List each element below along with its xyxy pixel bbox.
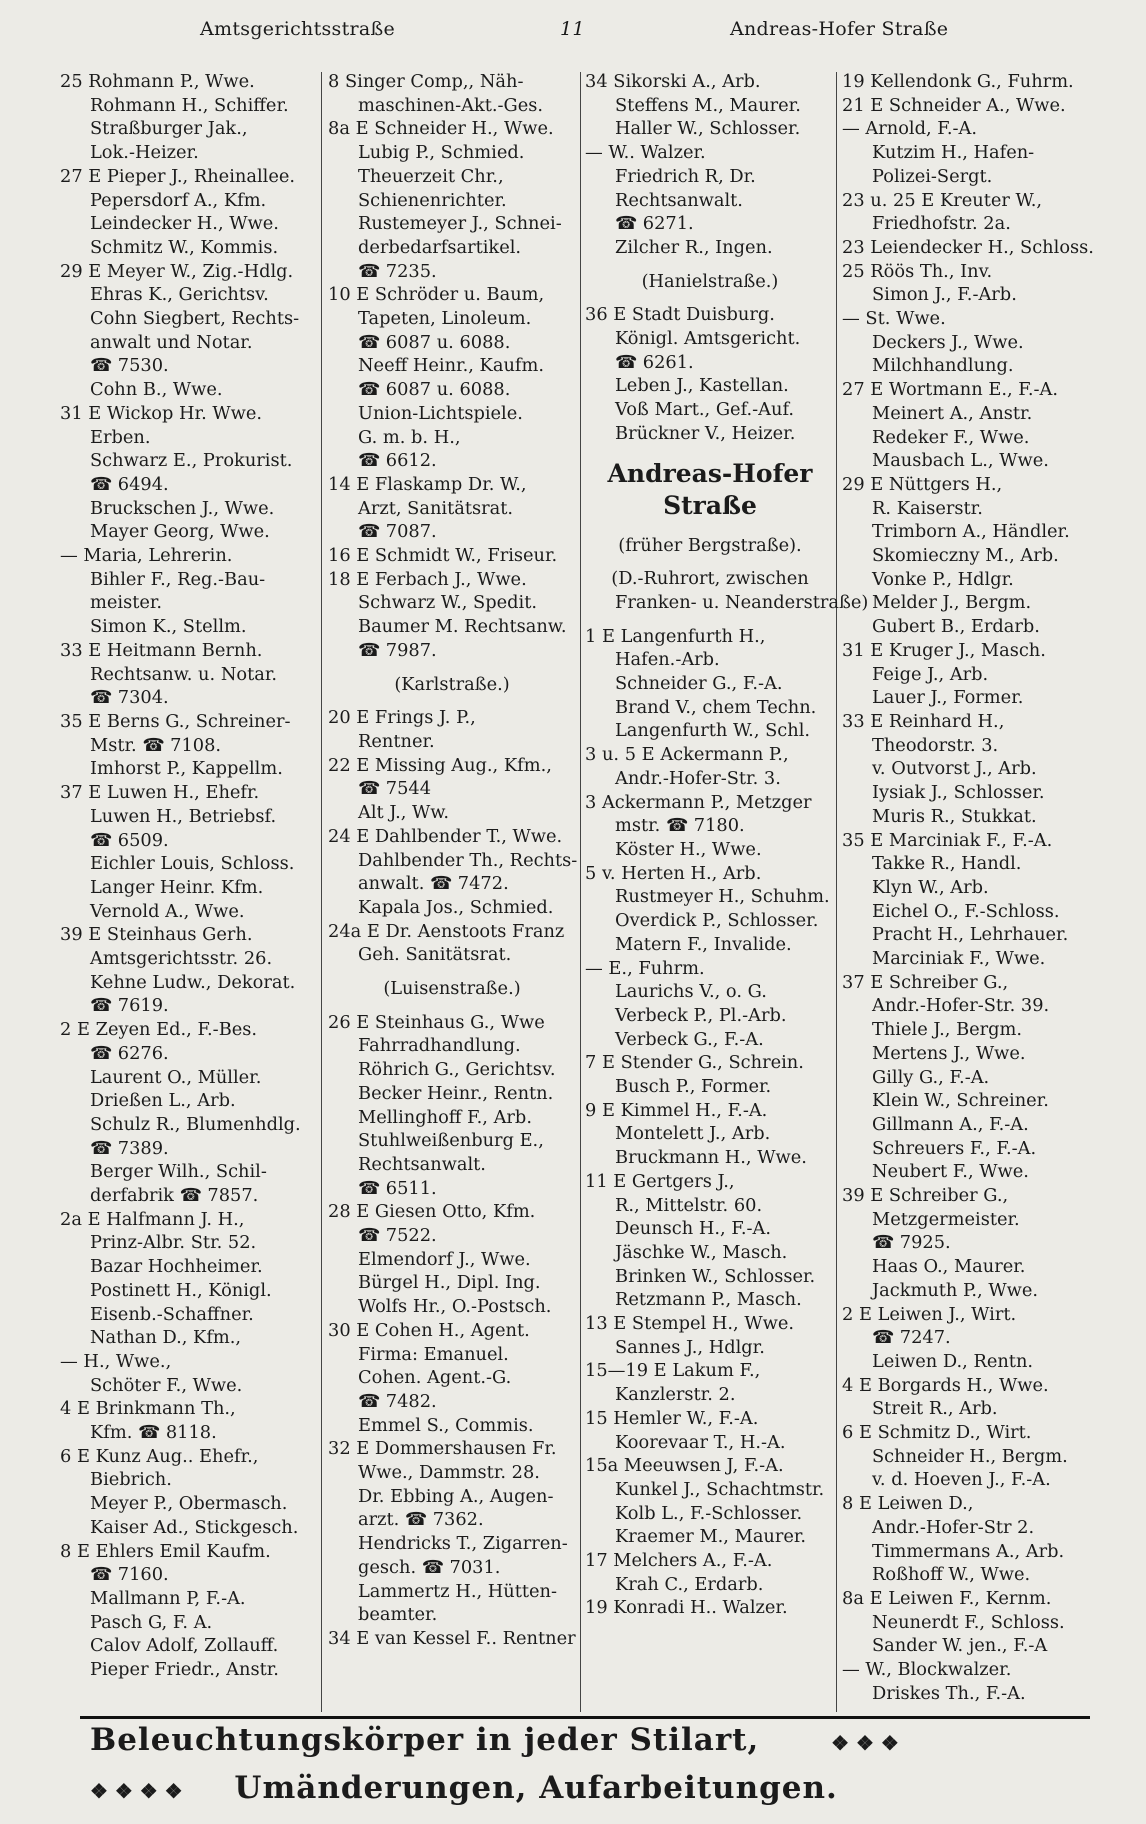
directory-entry-line: Erben. xyxy=(90,426,151,448)
directory-entry-line: Königl. Amtsgericht. xyxy=(615,328,801,350)
directory-entry-line: ☎ 6261. xyxy=(615,351,694,373)
directory-entry-line: Haas O., Maurer. xyxy=(872,1256,1026,1278)
directory-entry-line: 15 Hemler W., F.-A. xyxy=(585,1407,759,1429)
directory-entry-line xyxy=(328,967,576,977)
directory-entry-line: Rentner. xyxy=(358,730,435,752)
directory-columns xyxy=(60,70,1100,1715)
directory-entry-line: Dahlbender Th., Rechts- xyxy=(358,849,578,871)
directory-entry-line: Busch P., Former. xyxy=(615,1076,772,1098)
directory-entry-line: Leben J., Kastellan. xyxy=(615,375,789,397)
directory-entry-line: 27 E Wortmann E., F.-A. xyxy=(842,379,1059,401)
directory-entry-line: 36 E Stadt Duisburg. xyxy=(585,304,775,326)
directory-entry-line: Luwen H., Betriebsf. xyxy=(90,805,277,827)
directory-entry-line: Laurent O., Müller. xyxy=(90,1066,262,1088)
directory-entry-line: 3 u. 5 E Ackermann P., xyxy=(585,744,789,766)
directory-entry-line: mstr. ☎ 7180. xyxy=(615,815,745,837)
directory-entry-line: Nathan D., Kfm., xyxy=(90,1327,242,1349)
directory-entry-line xyxy=(328,663,576,673)
directory-entry-line: — H., Wwe., xyxy=(60,1350,172,1372)
directory-entry-line: 30 E Cohen H., Agent. xyxy=(328,1319,530,1341)
directory-entry-line: Schreuers F., F.-A. xyxy=(872,1137,1037,1159)
directory-entry-line: Bruckmann H., Wwe. xyxy=(615,1147,807,1169)
directory-entry-line: ☎ 7247. xyxy=(872,1327,951,1349)
directory-entry-line: Calov Adolf, Zollauff. xyxy=(90,1635,279,1657)
directory-entry-line: 4 E Brinkmann Th., xyxy=(60,1398,236,1420)
directory-entry-line: 6 E Schmitz D., Wirt. xyxy=(842,1422,1032,1444)
directory-entry-line: Wolfs Hr., O.-Postsch. xyxy=(358,1296,552,1318)
directory-entry-line: Rustemeyer J., Schnei- xyxy=(358,213,562,235)
directory-entry-line: Röhrich G., Gerichtsv. xyxy=(358,1059,556,1081)
directory-entry-line: 22 E Missing Aug., Kfm., xyxy=(328,754,552,776)
directory-entry-line: (D.-Ruhrort, zwischen xyxy=(611,568,809,590)
directory-entry-line: 8a E Leiwen F., Kernm. xyxy=(842,1588,1052,1609)
directory-entry-line: Andreas-Hofer xyxy=(607,458,813,488)
directory-entry-line: Zilcher R., Ingen. xyxy=(615,236,773,258)
directory-entry-line: Mayer Georg, Wwe. xyxy=(90,521,270,543)
directory-entry-line: Driskes Th., F.-A. xyxy=(872,1682,1026,1704)
directory-entry-line: ☎ 7482. xyxy=(358,1390,437,1412)
directory-entry-line: Brinken W., Schlosser. xyxy=(615,1265,816,1287)
directory-entry-line: G. m. b. H., xyxy=(358,426,461,448)
directory-entry-line: Simon J., F.-Arb. xyxy=(872,284,1017,306)
directory-entry-line: 2 E Leiwen J., Wirt. xyxy=(842,1303,1017,1325)
directory-entry-line: 31 E Kruger J., Masch. xyxy=(842,639,1046,661)
directory-entry-line: 8 Singer Comp,, Näh- xyxy=(328,71,524,92)
directory-entry-line: Haller W., Schlosser. xyxy=(615,118,801,140)
directory-entry-line: — Maria, Lehrerin. xyxy=(60,545,233,567)
directory-entry-line: Andr.-Hofer-Str. 3. xyxy=(615,767,781,789)
directory-entry-line: Hafen.-Arb. xyxy=(615,649,720,671)
directory-entry-line: Stuhlweißenburg E., xyxy=(358,1130,544,1152)
directory-entry-line: 8 E Ehlers Emil Kaufm. xyxy=(60,1540,271,1562)
directory-entry-line: (Hanielstraße.) xyxy=(641,270,779,292)
directory-entry-line: 2a E Halfmann J. H., xyxy=(60,1208,245,1230)
directory-entry-line: Kolb L., F.-Schlosser. xyxy=(615,1502,803,1524)
directory-entry-line: Rustmeyer H., Schuhm. xyxy=(615,886,830,908)
directory-entry-line: Franken- u. Neanderstraße) xyxy=(615,591,869,613)
directory-entry-line: Kraemer M., Maurer. xyxy=(615,1526,807,1548)
advert-line-1 xyxy=(90,1722,899,1758)
header-left-street: Amtsgerichtsstraße xyxy=(200,18,396,40)
directory-entry-line: Roßhoff W., Wwe. xyxy=(872,1564,1031,1586)
directory-entry-line: meister. xyxy=(90,592,163,614)
directory-entry-line: Meinert A., Anstr. xyxy=(872,402,1033,424)
directory-entry-line: Matern F., Invalide. xyxy=(615,933,792,955)
directory-entry-line: Straßburger Jak., xyxy=(90,118,248,140)
directory-entry-line: Fahrradhandlung. xyxy=(358,1035,521,1057)
directory-entry-line: Milchhandlung. xyxy=(872,355,1014,377)
directory-entry-line: — W.. Walzer. xyxy=(585,142,706,164)
directory-entry-line: ☎ 6511. xyxy=(358,1177,437,1199)
directory-entry-line: (Karlstraße.) xyxy=(394,673,510,695)
page-number: 11 xyxy=(560,18,585,40)
directory-entry-line: Iysiak J., Schlosser. xyxy=(872,782,1045,804)
directory-entry-line: Alt J., Ww. xyxy=(358,802,450,824)
directory-entry-line: R. Kaiserstr. xyxy=(872,497,983,519)
directory-entry-line: Voß Mart., Gef.-Auf. xyxy=(615,399,795,421)
directory-entry-line: Retzmann P., Masch. xyxy=(615,1289,802,1311)
directory-entry-line: Mellinghoff F., Arb. xyxy=(358,1106,532,1128)
advert-line-2 xyxy=(90,1770,838,1806)
directory-entry-line: 20 E Frings J. P., xyxy=(328,707,476,729)
directory-entry-line: 35 E Berns G., Schreiner- xyxy=(60,710,291,732)
directory-entry-line: Jäschke W., Masch. xyxy=(615,1241,788,1263)
directory-entry-line: 23 u. 25 E Kreuter W., xyxy=(842,189,1042,211)
directory-entry-line: R., Mittelstr. 60. xyxy=(615,1194,763,1216)
directory-entry-line: 25 Röös Th., Inv. xyxy=(842,260,993,282)
directory-entry-line: Dr. Ebbing A., Augen- xyxy=(358,1485,554,1507)
directory-entry-line: Lok.-Heizer. xyxy=(90,142,199,164)
directory-entry-line: Lauer J., Former. xyxy=(872,687,1024,709)
directory-entry-line: Wwe., Dammstr. 28. xyxy=(358,1462,540,1484)
directory-entry-line: Theuerzeit Chr., xyxy=(358,165,504,187)
directory-entry-line: Pepersdorf A., Kfm. xyxy=(90,189,267,211)
ornament-icon: ❖ ❖ ❖ ❖ xyxy=(90,1779,183,1803)
directory-entry-line: 34 E van Kessel F.. Rentner xyxy=(328,1628,576,1649)
directory-entry-line xyxy=(585,524,835,534)
directory-entry-line: Ehras K., Gerichtsv. xyxy=(90,284,269,306)
directory-entry-line: 27 E Pieper J., Rheinallee. xyxy=(60,165,296,187)
directory-entry-line: 5 v. Herten H., Arb. xyxy=(585,862,762,884)
directory-entry-line: Muris R., Stukkat. xyxy=(872,805,1037,827)
directory-entry-line: 25 Rohmann P., Wwe. xyxy=(60,71,255,92)
header-right-street: Andreas-Hofer Straße xyxy=(730,18,949,40)
directory-entry-line: maschinen-Akt.-Ges. xyxy=(358,94,544,116)
directory-entry-line: Cohen. Agent.-G. xyxy=(358,1367,512,1389)
directory-entry-line: Bruckschen J., Wwe. xyxy=(90,497,275,519)
directory-entry-line xyxy=(328,696,576,706)
directory-entry-line: Deckers J., Wwe. xyxy=(872,331,1024,353)
directory-entry-line: ☎ 6494. xyxy=(90,473,169,495)
column-1 xyxy=(60,70,315,1715)
directory-entry-line: Leiwen D., Rentn. xyxy=(872,1350,1034,1372)
directory-entry-line: 8 E Leiwen D., xyxy=(842,1493,974,1515)
directory-entry-line: Mausbach L., Wwe. xyxy=(872,450,1049,472)
directory-entry-line: 11 E Gertgers J., xyxy=(585,1170,735,1192)
directory-entry-line: Steffens M., Maurer. xyxy=(615,94,801,116)
directory-entry-line: ☎ 6612. xyxy=(358,450,437,472)
directory-entry-line: Friedhofstr. 2a. xyxy=(872,213,1011,235)
directory-entry-line: 1 E Langenfurth H., xyxy=(585,625,766,647)
directory-entry-line: Andr.-Hofer-Str 2. xyxy=(872,1516,1035,1538)
directory-entry-line: Takke R., Handl. xyxy=(872,853,1022,875)
directory-entry-line: Drießen L., Arb. xyxy=(90,1090,236,1112)
directory-entry-line: — St. Wwe. xyxy=(842,308,946,330)
directory-entry-line: Verbeck P., Pl.-Arb. xyxy=(615,1004,787,1026)
directory-entry-line: Köster H., Wwe. xyxy=(615,838,762,860)
directory-entry-line: Baumer M. Rechtsanw. xyxy=(358,616,567,638)
directory-entry-line xyxy=(585,293,835,303)
directory-entry-line: Kapala Jos., Schmied. xyxy=(358,896,554,918)
directory-entry-line: ☎ 6271. xyxy=(615,213,694,235)
directory-entry-line: 28 E Giesen Otto, Kfm. xyxy=(328,1201,536,1223)
directory-entry-line: Rohmann H., Schiffer. xyxy=(90,94,289,116)
directory-entry-line: Gillmann A., F.-A. xyxy=(872,1113,1029,1135)
directory-entry-line: Schneider H., Bergm. xyxy=(872,1445,1068,1467)
directory-entry-line: Andr.-Hofer-Str. 39. xyxy=(872,995,1050,1017)
directory-entry-line: ☎ 6509. xyxy=(90,829,169,851)
directory-entry-line: ☎ 7304. xyxy=(90,687,169,709)
directory-entry-line: Jackmuth P., Wwe. xyxy=(872,1279,1039,1301)
directory-entry-line: Schwarz W., Spedit. xyxy=(358,592,538,614)
directory-entry-line: Bazar Hochheimer. xyxy=(90,1256,263,1278)
directory-entry-line: 33 E Reinhard H., xyxy=(842,710,1005,732)
directory-entry-line: Eisenb.-Schaffner. xyxy=(90,1303,254,1325)
directory-entry-line: Klein W., Schreiner. xyxy=(872,1090,1049,1112)
directory-entry-line: Montelett J., Arb. xyxy=(615,1123,771,1145)
directory-entry-line: Deunsch H., F.-A. xyxy=(615,1218,772,1240)
directory-entry-line: Redeker F., Wwe. xyxy=(872,426,1030,448)
directory-entry-line: ☎ 6087 u. 6088. xyxy=(358,379,511,401)
directory-entry-line: Emmel S., Commis. xyxy=(358,1414,534,1436)
directory-entry-line: Mstr. ☎ 7108. xyxy=(90,734,222,756)
directory-entry-line: Rechtsanw. u. Notar. xyxy=(90,663,278,685)
directory-entry-line: derbedarfsartikel. xyxy=(358,236,522,258)
directory-entry-line: 17 Melchers A., F.-A. xyxy=(585,1550,773,1572)
directory-entry-line: anwalt und Notar. xyxy=(90,331,253,353)
directory-entry-line: Neubert F., Wwe. xyxy=(872,1161,1029,1183)
directory-entry-line: ☎ 7522. xyxy=(358,1225,437,1247)
directory-entry-line: Cohn Siegbert, Rechts- xyxy=(90,308,300,330)
directory-entry-line: 15a Meeuwsen J, F.-A. xyxy=(585,1455,784,1477)
directory-entry-line: Union-Lichtspiele. xyxy=(358,402,523,424)
directory-entry-line: Kfm. ☎ 8118. xyxy=(90,1422,217,1444)
directory-entry-line xyxy=(585,446,835,456)
directory-entry-line: 26 E Steinhaus G., Wwe xyxy=(328,1011,545,1033)
directory-entry-line: Schwarz E., Prokurist. xyxy=(90,450,293,472)
directory-entry-line: Schulz R., Blumenhdlg. xyxy=(90,1113,301,1135)
directory-entry-line: 2 E Zeyen Ed., F.-Bes. xyxy=(60,1019,258,1041)
directory-entry-line: Neunerdt F., Schloss. xyxy=(872,1611,1065,1633)
directory-entry-line: Pieper Friedr., Anstr. xyxy=(90,1659,279,1681)
directory-entry-line: Schneider G., F.-A. xyxy=(615,673,783,695)
directory-entry-line: Timmermans A., Arb. xyxy=(872,1540,1065,1562)
directory-entry-line: — Arnold, F.-A. xyxy=(842,118,978,140)
directory-entry-line: 37 E Luwen H., Ehefr. xyxy=(60,782,260,804)
directory-entry-line: Arzt, Sanitätsrat. xyxy=(358,497,513,519)
directory-entry-line: Theodorstr. 3. xyxy=(872,734,999,756)
directory-entry-line: Prinz-Albr. Str. 52. xyxy=(90,1232,257,1254)
directory-entry-line: 23 Leiendecker H., Schloss. xyxy=(842,236,1094,258)
directory-entry-line: (Luisenstraße.) xyxy=(383,978,521,1000)
directory-entry-line: 13 E Stempel H., Wwe. xyxy=(585,1313,794,1335)
directory-entry-line: Mertens J., Wwe. xyxy=(872,1042,1026,1064)
directory-entry-line: 19 Kellendonk G., Fuhrm. xyxy=(842,71,1074,92)
directory-entry-line: Vernold A., Wwe. xyxy=(90,900,245,922)
directory-entry-line: 29 E Nüttgers H., xyxy=(842,473,1003,495)
directory-entry-line: Straße xyxy=(663,490,757,520)
footer-rule xyxy=(80,1716,1090,1719)
directory-entry-line: 16 E Schmidt W., Friseur. xyxy=(328,545,558,567)
directory-entry-line: 7 E Stender G., Schrein. xyxy=(585,1052,804,1074)
directory-entry-line: Simon K., Stellm. xyxy=(90,616,247,638)
directory-entry-line: Langer Heinr. Kfm. xyxy=(90,876,264,898)
directory-entry-line: ☎ 6276. xyxy=(90,1042,169,1064)
directory-entry-line: Langenfurth W., Schl. xyxy=(615,720,811,742)
directory-entry-line: 18 E Ferbach J., Wwe. xyxy=(328,568,527,590)
directory-entry-line: Streit R., Arb. xyxy=(872,1398,998,1420)
directory-entry-line: Firma: Emanuel. xyxy=(358,1343,509,1365)
directory-entry-line: Metzgermeister. xyxy=(872,1208,1020,1230)
directory-entry-line: 14 E Flaskamp Dr. W., xyxy=(328,473,527,495)
directory-entry-line: Kehne Ludw., Dekorat. xyxy=(90,971,296,993)
directory-entry-line: Schmitz W., Kommis. xyxy=(90,236,279,258)
directory-entry-line: Bürgel H., Dipl. Ing. xyxy=(358,1272,541,1294)
directory-entry-line: ☎ 7530. xyxy=(90,355,169,377)
directory-entry-line: 39 E Schreiber G., xyxy=(842,1185,1009,1207)
directory-entry-line: 3 Ackermann P., Metzger xyxy=(585,791,812,813)
directory-entry-line: Imhorst P., Kappellm. xyxy=(90,758,283,780)
directory-entry-line xyxy=(585,615,835,625)
directory-entry-line: Lubig P., Schmied. xyxy=(358,142,525,164)
directory-entry-line: Feige J., Arb. xyxy=(872,663,989,685)
directory-entry-line: Klyn W., Arb. xyxy=(872,876,989,898)
directory-entry-line: Pasch G, F. A. xyxy=(90,1611,213,1633)
directory-entry-line: 29 E Meyer W., Zig.-Hdlg. xyxy=(60,260,294,282)
directory-entry-line: Friedrich R, Dr. xyxy=(615,165,756,187)
directory-entry-line: Bihler F., Reg.-Bau- xyxy=(90,568,266,590)
directory-entry-line: arzt. ☎ 7362. xyxy=(358,1509,484,1531)
directory-entry-line: 24a E Dr. Aenstoots Franz xyxy=(328,920,565,942)
directory-entry-line: Krah C., Erdarb. xyxy=(615,1573,764,1595)
directory-entry-line: ☎ 7389. xyxy=(90,1137,169,1159)
directory-entry-line: Cohn B., Wwe. xyxy=(90,379,223,401)
directory-entry-line: Sander W. jen., F.-A xyxy=(872,1635,1048,1657)
directory-entry-line: Kanzlerstr. 2. xyxy=(615,1384,736,1406)
directory-entry-line: ☎ 7987. xyxy=(358,639,437,661)
directory-entry-line: Kutzim H., Hafen- xyxy=(872,142,1035,164)
directory-entry-line: 8a E Schneider H., Wwe. xyxy=(328,118,554,140)
directory-entry-line: 19 Konradi H.. Walzer. xyxy=(585,1597,788,1619)
directory-entry-line: gesch. ☎ 7031. xyxy=(358,1556,501,1578)
directory-entry-line: Brand V., chem Techn. xyxy=(615,696,817,718)
directory-entry-line: Laurichs V., o. G. xyxy=(615,981,767,1003)
directory-entry-line: ☎ 7235. xyxy=(358,260,437,282)
directory-entry-line: Brückner V., Heizer. xyxy=(615,422,796,444)
directory-entry-line: Amtsgerichtsstr. 26. xyxy=(90,948,273,970)
directory-entry-line: beamter. xyxy=(358,1604,438,1626)
directory-entry-line: — E., Fuhrm. xyxy=(585,957,705,979)
directory-entry-line: Eichel O., F.-Schloss. xyxy=(872,900,1060,922)
directory-entry-line: v. Outvorst J., Arb. xyxy=(872,758,1037,780)
directory-entry-line: Schienenrichter. xyxy=(358,189,507,211)
column-3 xyxy=(585,70,869,1715)
column-2 xyxy=(328,70,576,1715)
directory-entry-line: Rechtsanwalt. xyxy=(615,189,743,211)
directory-entry-line: Schöter F., Wwe. xyxy=(90,1374,243,1396)
directory-entry-line: Kaiser Ad., Stickgesch. xyxy=(90,1516,299,1538)
directory-entry-line: 15—19 E Lakum F., xyxy=(585,1360,761,1382)
directory-entry-line: 6 E Kunz Aug.. Ehefr., xyxy=(60,1445,259,1467)
directory-entry-line: ☎ 7087. xyxy=(358,521,437,543)
directory-entry-line: v. d. Hoeven J., F.-A. xyxy=(872,1469,1051,1491)
advert-text-2: Umänderungen, Aufarbeitungen. xyxy=(234,1770,838,1806)
directory-entry-line: ☎ 7160. xyxy=(90,1564,169,1586)
directory-entry-line: Overdick P., Schlosser. xyxy=(615,910,819,932)
directory-entry-line: Postinett H., Königl. xyxy=(90,1279,272,1301)
directory-entry-line: Hendricks T., Zigarren- xyxy=(358,1533,568,1555)
directory-entry-line: Berger Wilh., Schil- xyxy=(90,1161,267,1183)
directory-entry-line: 35 E Marciniak F., F.-A. xyxy=(842,829,1053,851)
page-header xyxy=(0,18,1146,54)
directory-entry-line: Becker Heinr., Rentn. xyxy=(358,1082,554,1104)
directory-entry-line: Thiele J., Bergm. xyxy=(872,1019,1023,1041)
directory-entry-line: Meyer P., Obermasch. xyxy=(90,1493,288,1515)
directory-entry-line: ☎ 6087 u. 6088. xyxy=(358,331,511,353)
directory-entry-line: 9 E Kimmel H., F.-A. xyxy=(585,1099,768,1121)
directory-entry-line: Gilly G., F.-A. xyxy=(872,1066,990,1088)
directory-entry-line: — W., Blockwalzer. xyxy=(842,1659,1012,1681)
directory-entry-line: Melder J., Bergm. xyxy=(872,592,1032,614)
directory-entry-line: 34 Sikorski A., Arb. xyxy=(585,71,761,92)
directory-entry-line: Biebrich. xyxy=(90,1469,172,1491)
directory-entry-line: 39 E Steinhaus Gerh. xyxy=(60,924,253,946)
directory-entry-line: Geh. Sanitätsrat. xyxy=(358,944,512,966)
directory-entry-line: (früher Bergstraße). xyxy=(618,534,802,556)
directory-entry-line xyxy=(585,557,835,567)
directory-entry-line: 32 E Dommershausen Fr. xyxy=(328,1438,557,1460)
directory-entry-line: Neeff Heinr., Kaufm. xyxy=(358,355,544,377)
directory-entry-line: Polizei-Sergt. xyxy=(872,165,993,187)
directory-entry-line: Mallmann P, F.-A. xyxy=(90,1588,246,1609)
advert-text-1: Beleuchtungskörper in jeder Stilart, xyxy=(90,1722,760,1758)
directory-entry-line: ☎ 7544 xyxy=(358,778,432,800)
directory-entry-line: Sannes J., Hdlgr. xyxy=(615,1336,765,1358)
directory-entry-line: 4 E Borgards H., Wwe. xyxy=(842,1374,1049,1396)
directory-entry-line: 10 E Schröder u. Baum, xyxy=(328,284,545,306)
ornament-icon: ❖ ❖ ❖ xyxy=(831,1731,899,1755)
directory-entry-line: 21 E Schneider A., Wwe. xyxy=(842,94,1066,116)
directory-entry-line: 37 E Schreiber G., xyxy=(842,971,1009,993)
directory-entry-line: Vonke P., Hdlgr. xyxy=(872,568,1014,590)
directory-entry-line: Gubert B., Erdarb. xyxy=(872,616,1040,638)
directory-entry-line: Eichler Louis, Schloss. xyxy=(90,853,295,875)
directory-entry-line: 33 E Heitmann Bernh. xyxy=(60,639,263,661)
directory-entry-line: 24 E Dahlbender T., Wwe. xyxy=(328,825,563,847)
directory-entry-line: 31 E Wickop Hr. Wwe. xyxy=(60,402,263,424)
directory-entry-line: anwalt. ☎ 7472. xyxy=(358,873,509,895)
directory-entry-line xyxy=(585,260,835,270)
directory-entry-line: Pracht H., Lehrhauer. xyxy=(872,924,1069,946)
directory-entry-line: Leindecker H., Wwe. xyxy=(90,213,279,235)
directory-entry-line: Lammertz H., Hütten- xyxy=(358,1580,558,1602)
directory-entry-line: Tapeten, Linoleum. xyxy=(358,308,532,330)
directory-entry-line: Elmendorf J., Wwe. xyxy=(358,1248,531,1270)
directory-entry-line: Trimborn A., Händler. xyxy=(872,521,1070,543)
directory-entry-line: Marciniak F., Wwe. xyxy=(872,948,1046,970)
directory-entry-line: Koorevaar T., H.-A. xyxy=(615,1431,786,1453)
directory-entry-line: ☎ 7925. xyxy=(872,1232,951,1254)
directory-entry-line: Verbeck G., F.-A. xyxy=(615,1028,764,1050)
directory-entry-line: Skomieczny M., Arb. xyxy=(872,545,1059,567)
directory-entry-line: derfabrik ☎ 7857. xyxy=(90,1185,259,1207)
directory-entry-line: ☎ 7619. xyxy=(90,995,169,1017)
directory-entry-line: Kunkel J., Schachtmstr. xyxy=(615,1478,825,1500)
directory-entry-line: Rechtsanwalt. xyxy=(358,1153,486,1175)
directory-entry-line xyxy=(328,1001,576,1011)
column-4 xyxy=(842,70,1100,1715)
